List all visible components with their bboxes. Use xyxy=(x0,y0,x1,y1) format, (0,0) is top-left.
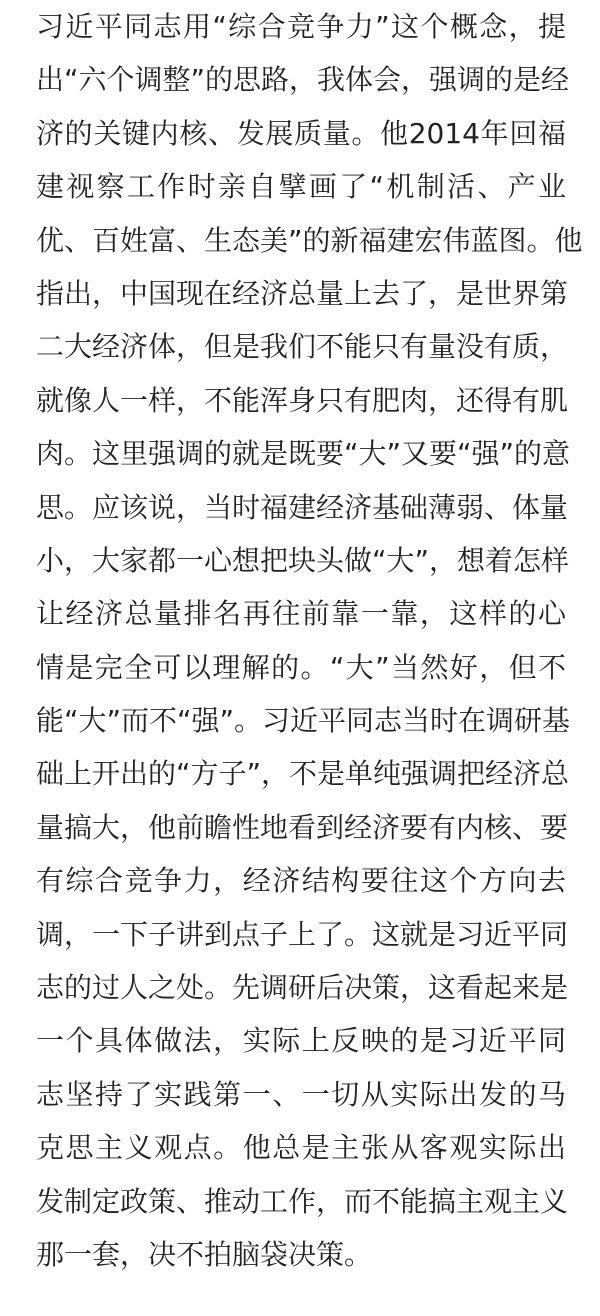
text-line-13: 情是完全可以理解的。“大”当然好，但不 xyxy=(36,650,566,684)
text-line-22: 克思主义观点。他总是主张从客观实际出 xyxy=(36,1131,566,1165)
text-line-19: 志的过人之处。先调研后决策，这看起来是 xyxy=(36,971,569,1005)
text-line-14: 能“大”而不“强”。习近平同志当时在调研基 xyxy=(36,704,571,738)
text-line-24: 那一套，决不拍脑袋决策。 xyxy=(36,1237,373,1271)
text-line-1: 习近平同志用“综合竞争力”这个概念，提 xyxy=(36,10,566,43)
text-line-3: 济的关键内核、发展质量。他2014年回福 xyxy=(36,116,566,150)
text-line-21: 志坚持了实践第一、一切从实际出发的马 xyxy=(36,1077,566,1111)
text-line-6: 指出，中国现在经济总量上去了，是世界第 xyxy=(36,276,569,310)
text-line-16: 量搞大，他前瞻性地看到经济要有内核、要 xyxy=(36,810,569,844)
text-line-12: 让经济总量排名再往前靠一靠，这样的心 xyxy=(36,597,566,631)
text-line-5: 优、百姓富、生态美”的新福建宏伟蓝图。他 xyxy=(36,223,583,257)
text-line-17: 有综合竞争力，经济结构要往这个方向去 xyxy=(36,864,566,898)
text-line-20: 一个具体做法，实际上反映的是习近平同 xyxy=(36,1024,566,1058)
text-line-23: 发制定政策、推动工作，而不能搞主观主义 xyxy=(36,1184,569,1218)
text-line-11: 小，大家都一心想把块头做“大”，想着怎样 xyxy=(36,543,570,577)
article-body xyxy=(36,0,583,1281)
text-line-10: 思。应该说，当时福建经济基础薄弱、体量 xyxy=(36,490,569,524)
text-line-4: 建视察工作时亲自擘画了“机制活、产业 xyxy=(36,170,566,204)
text-line-8: 就像人一样，不能浑身只有肥肉，还得有肌 xyxy=(36,383,569,417)
text-line-7: 二大经济体，但是我们不能只有量没有质， xyxy=(36,330,569,364)
text-line-18: 调，一下子讲到点子上了。这就是习近平同 xyxy=(36,917,569,951)
text-line-2: 出“六个调整”的思路，我体会，强调的是经 xyxy=(36,63,570,97)
text-line-9: 肉。这里强调的就是既要“大”又要“强”的意 xyxy=(36,437,571,471)
text-line-15: 础上开出的“方子”，不是单纯强调把经济总 xyxy=(36,757,570,791)
